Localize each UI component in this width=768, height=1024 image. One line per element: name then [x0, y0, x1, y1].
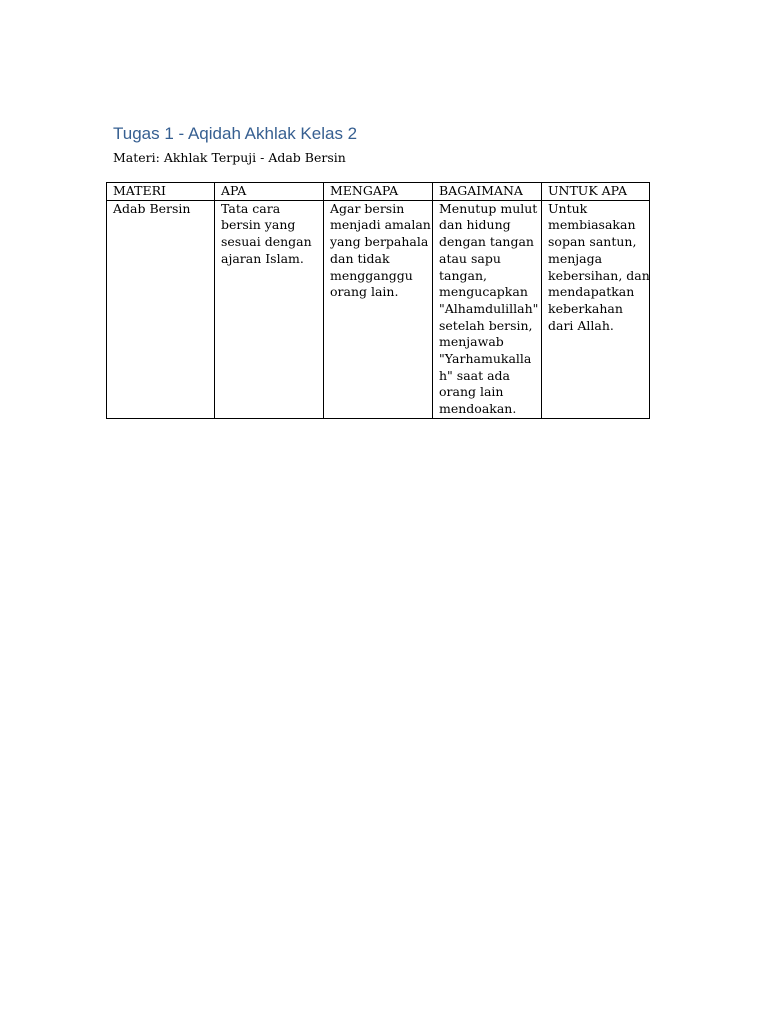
column-header-bagaimana: BAGAIMANA — [433, 183, 542, 201]
cell-line: dengan tangan — [439, 234, 534, 250]
cell-line: Untuk — [548, 200, 588, 216]
cell-line: sesuai dengan — [221, 234, 312, 250]
cell-line: orang lain — [439, 384, 504, 400]
cell-line: Menutup mulut — [439, 200, 538, 216]
cell-line: atau sapu — [439, 250, 501, 266]
cell-line: Tata cara — [221, 200, 281, 216]
cell-line: dari Allah. — [548, 317, 614, 333]
cell-line: mendapatkan — [548, 284, 635, 300]
cell-line: setelah bersin, — [439, 317, 533, 333]
page-title: Tugas 1 - Aqidah Akhlak Kelas 2 — [113, 124, 358, 143]
cell-mengapa — [324, 200, 433, 418]
cell-line: orang lain. — [330, 284, 399, 300]
table-header-row — [107, 183, 650, 201]
cell-line: mendoakan. — [439, 401, 517, 417]
cell-line: bersin yang — [221, 217, 296, 233]
cell-line: Adab Bersin — [113, 200, 191, 216]
cell-bagaimana — [433, 200, 542, 418]
assignment-table — [106, 182, 650, 419]
cell-line: yang berpahala — [330, 234, 429, 250]
page-subtitle: Materi: Akhlak Terpuji - Adab Bersin — [113, 150, 346, 165]
cell-line: ajaran Islam. — [221, 250, 304, 266]
cell-line: mengucapkan — [439, 284, 528, 300]
cell-line: membiasakan — [548, 217, 636, 233]
cell-materi — [107, 200, 215, 418]
cell-line: kebersihan, dan — [548, 267, 650, 283]
cell-untuk-apa — [542, 200, 650, 418]
cell-line: menjadi amalan — [330, 217, 431, 233]
cell-line: tangan, — [439, 267, 488, 283]
column-header-mengapa: MENGAPA — [324, 183, 433, 201]
cell-apa — [215, 200, 324, 418]
cell-line: dan tidak — [330, 250, 390, 266]
cell-line: sopan santun, — [548, 234, 637, 250]
cell-line: h" saat ada — [439, 367, 510, 383]
cell-line: Agar bersin — [330, 200, 405, 216]
column-header-materi: MATERI — [107, 183, 215, 201]
cell-line: "Alhamdulillah" — [439, 300, 539, 316]
cell-line: menjawab — [439, 334, 504, 350]
cell-line: "Yarhamukalla — [439, 351, 532, 367]
cell-line: mengganggu — [330, 267, 413, 283]
column-header-apa: APA — [215, 183, 324, 201]
cell-line: menjaga — [548, 250, 603, 266]
column-header-untuk-apa: UNTUK APA — [542, 183, 650, 201]
cell-line: dan hidung — [439, 217, 511, 233]
table-row — [107, 200, 650, 418]
cell-line: keberkahan — [548, 300, 623, 316]
